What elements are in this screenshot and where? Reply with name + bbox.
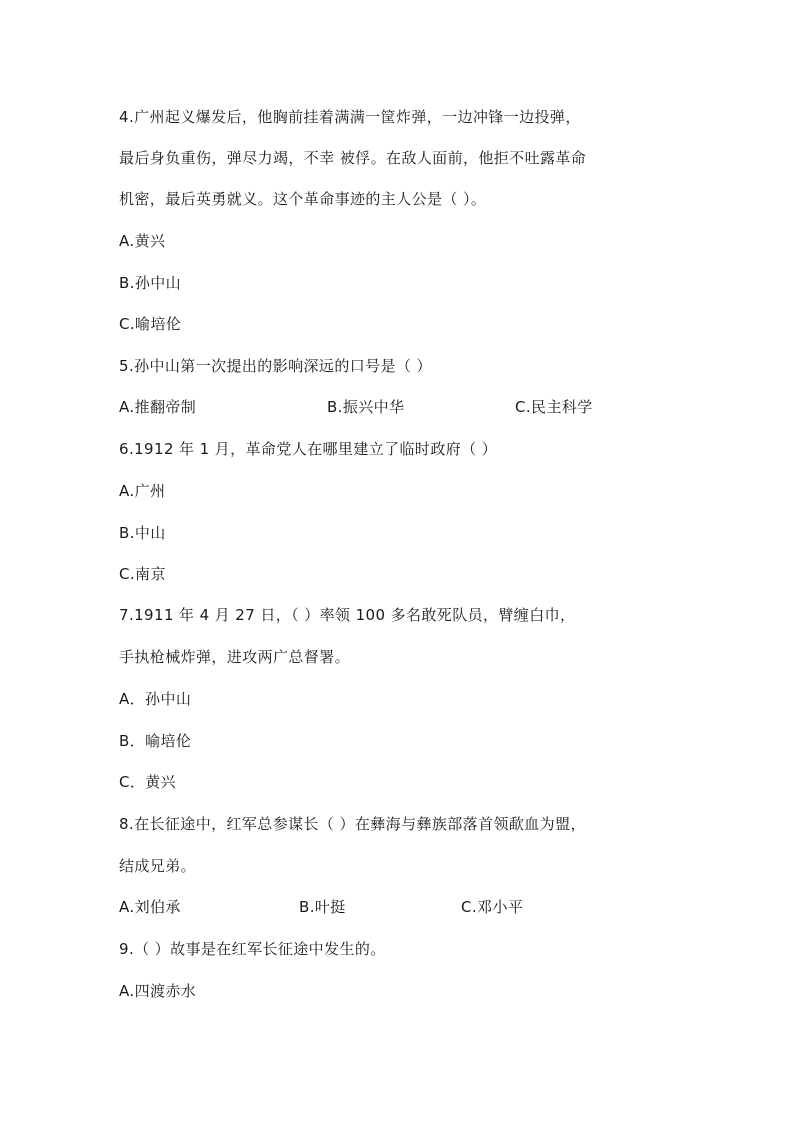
question-7-option-a: A．孙中山 <box>119 690 192 708</box>
question-4-option-b: B.孙中山 <box>119 274 182 292</box>
question-9-stem: 9.（ ）故事是在红军长征途中发生的。 <box>119 940 386 958</box>
question-7-line-2: 手执枪械炸弹，进攻两广总督署。 <box>119 648 351 666</box>
question-8-option-a: A.刘伯承 <box>119 898 181 916</box>
question-4-option-c: C.喻培伦 <box>119 315 182 333</box>
question-7-option-b: B．喻培伦 <box>119 732 192 750</box>
question-7-line-1: 7.1911 年 4 月 27 日，（ ）率领 100 多名敢死队员，臂缠白巾， <box>119 606 576 624</box>
question-4-line-2: 最后身负重伤，弹尽力竭，不幸 被俘。在敌人面前，他拒不吐露革命 <box>119 149 587 167</box>
question-4-option-a: A.黄兴 <box>119 232 166 250</box>
question-5-option-b: B.振兴中华 <box>327 398 405 416</box>
question-6-option-c: C.南京 <box>119 565 166 583</box>
question-8-option-b: B.叶挺 <box>299 898 346 916</box>
question-5-stem: 5.孙中山第一次提出的影响深远的口号是（ ） <box>119 357 432 375</box>
question-8-option-c: C.邓小平 <box>461 898 524 916</box>
question-6-stem: 6.1912 年 1 月，革命党人在哪里建立了临时政府（ ） <box>119 440 498 458</box>
question-5-option-c: C.民主科学 <box>515 398 593 416</box>
question-6-option-b: B.中山 <box>119 524 166 542</box>
question-6-option-a: A.广州 <box>119 482 166 500</box>
question-4-line-1: 4.广州起义爆发后，他胸前挂着满满一筐炸弹，一边冲锋一边投弹， <box>119 108 581 126</box>
question-8-line-2: 结成兄弟。 <box>119 857 197 875</box>
question-7-option-c: C．黄兴 <box>119 773 177 791</box>
question-5-option-a: A.推翻帝制 <box>119 398 197 416</box>
question-4-line-3: 机密，最后英勇就义。这个革命事迹的主人公是（ ）。 <box>119 190 487 208</box>
question-9-option-a: A.四渡赤水 <box>119 982 197 1000</box>
question-8-line-1: 8.在长征途中，红军总参谋长（ ）在彝海与彝族部落首领歃血为盟， <box>119 815 586 833</box>
